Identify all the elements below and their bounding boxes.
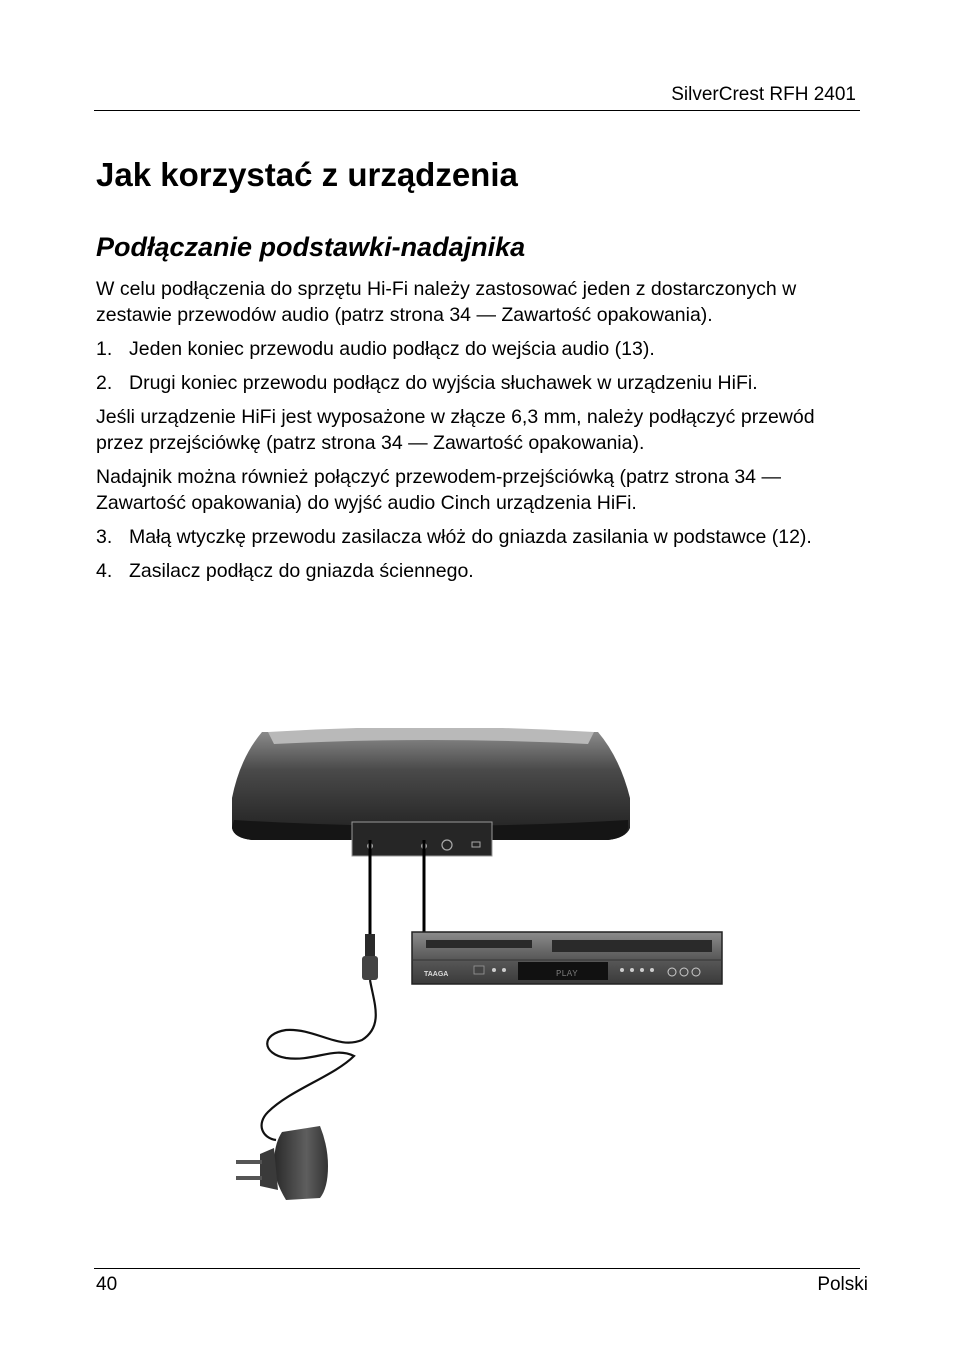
step-text: Zasilacz podłącz do gniazda ściennego. bbox=[129, 560, 474, 582]
list-item bbox=[96, 336, 866, 362]
list-item bbox=[96, 370, 866, 396]
hifi-device-icon bbox=[412, 932, 722, 984]
list-item bbox=[96, 558, 866, 584]
list-item bbox=[96, 524, 866, 550]
power-cable bbox=[262, 840, 378, 1140]
connection-illustration-svg bbox=[228, 728, 728, 1208]
note-paragraph: Jeśli urządzenie HiFi jest wyposażone w złącze 6,3 mm, należy podłączyć przewód przez przejściówkę (patrz strona 34 — Zawartość opakowania). bbox=[96, 406, 815, 454]
step-text: Jeden koniec przewodu audio podłącz do wejścia audio (13). bbox=[129, 338, 655, 360]
section-body bbox=[96, 276, 866, 592]
footer-rule bbox=[94, 1268, 860, 1269]
footer-language: Polski bbox=[817, 1274, 868, 1295]
note-paragraph: Nadajnik można również połączyć przewodem-przejściówką (patrz strona 34 — Zawartość opakowania) do wyjść audio Cinch urządzenia HiFi. bbox=[96, 466, 781, 514]
step-text: Małą wtyczkę przewodu zasilacza włóż do gniazda zasilania w podstawce (12). bbox=[129, 526, 812, 548]
header-product-name: SilverCrest RFH 2401 bbox=[671, 84, 856, 105]
step-number: 2. bbox=[96, 372, 113, 394]
intro-paragraph: W celu podłączenia do sprzętu Hi-Fi należy zastosować jeden z dostarczonych w zestawie przewodów audio (patrz strona 34 — Zawartość opakowania). bbox=[96, 278, 797, 326]
page-title: Jak korzystać z urządzenia bbox=[96, 156, 518, 193]
step-text: Drugi koniec przewodu podłącz do wyjścia słuchawek w urządzeniu HiFi. bbox=[129, 372, 758, 394]
power-adapter-icon bbox=[236, 1126, 328, 1200]
section-heading: Podłączanie podstawki-nadajnika bbox=[96, 232, 526, 262]
step-number: 3. bbox=[96, 526, 113, 548]
step-number: 1. bbox=[96, 338, 113, 360]
dvd-brand-label: TAAGA bbox=[424, 971, 449, 978]
transmitter-base-icon bbox=[232, 728, 630, 856]
dvd-display-text: PLAY bbox=[556, 969, 578, 979]
header-rule bbox=[94, 110, 860, 111]
page-number: 40 bbox=[96, 1274, 118, 1295]
step-number: 4. bbox=[96, 560, 113, 582]
connection-illustration bbox=[228, 728, 728, 1208]
